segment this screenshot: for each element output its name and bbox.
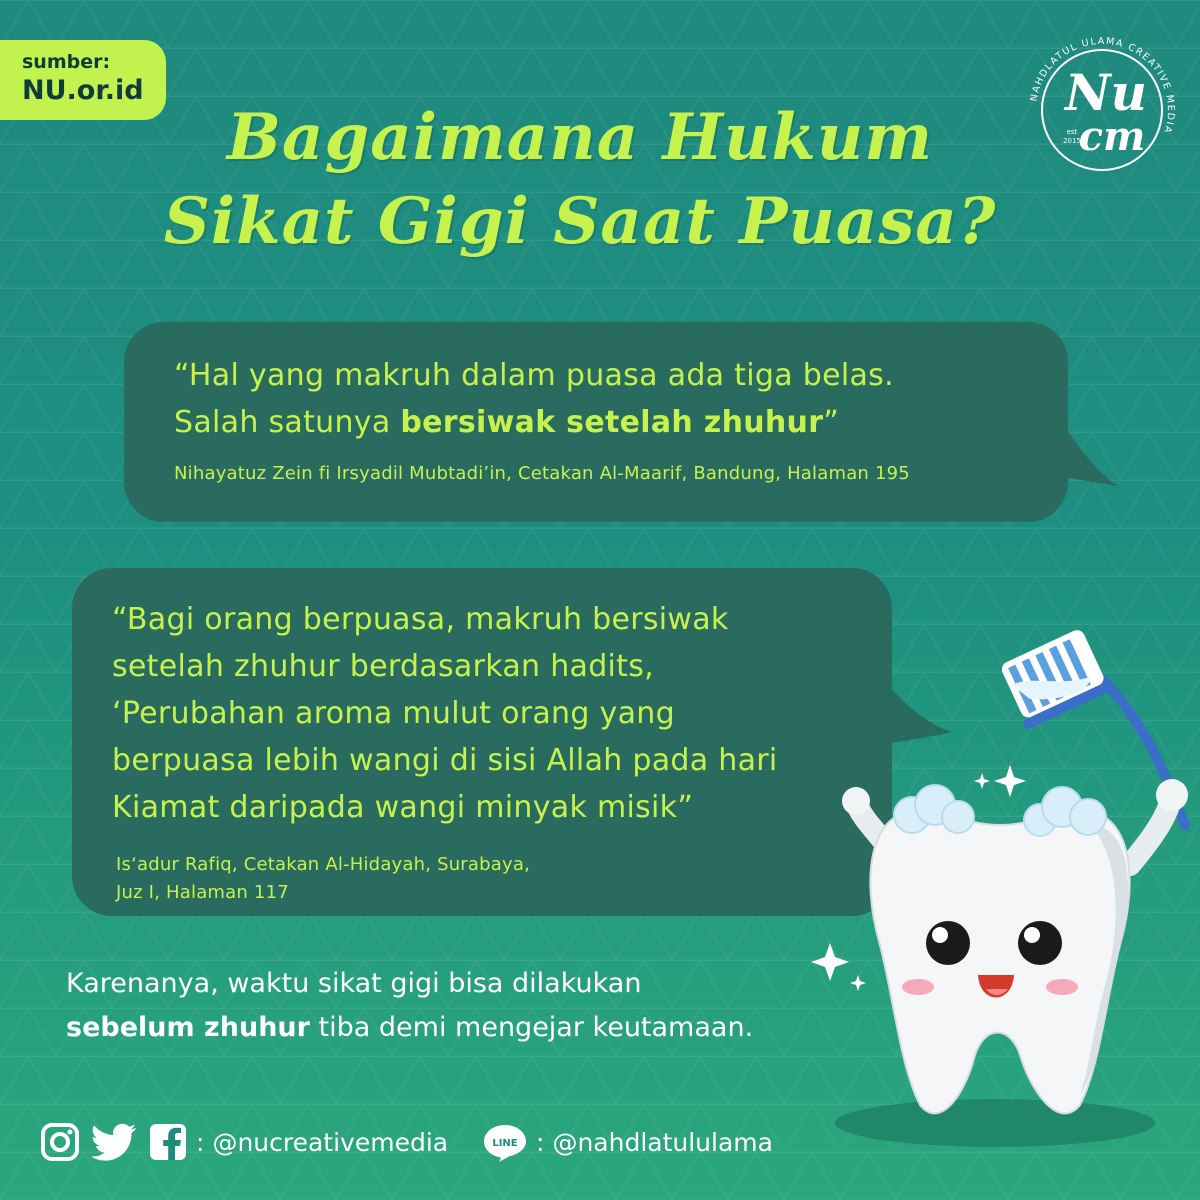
logo-est: est xyxy=(1066,128,1078,136)
quote-1-citation xyxy=(174,460,1028,488)
quote-1-line-2-prefix: Salah satunya xyxy=(174,405,401,440)
bubble-1-tail xyxy=(1060,420,1120,490)
title-line-1: Bagaimana Hukum xyxy=(226,100,934,175)
logo-year: 2015 xyxy=(1063,137,1081,145)
social-separator: : xyxy=(196,1127,205,1157)
facebook-icon[interactable] xyxy=(148,1122,188,1162)
instagram-icon[interactable] xyxy=(40,1122,80,1162)
line-separator: : xyxy=(536,1127,545,1157)
quote-1-text xyxy=(174,352,1028,446)
twitter-icon[interactable] xyxy=(92,1122,138,1162)
quote-bubble-2 xyxy=(72,568,892,916)
quote-1-citation-text: Nihayatuz Zein fi Irsyadil Mubtadi’in, Cetakan Al-Maarif, Bandung, Halaman 195 xyxy=(174,463,910,484)
nucm-logo xyxy=(1022,30,1182,190)
source-site: NU.or.id xyxy=(22,75,144,106)
footer-line xyxy=(482,1120,773,1164)
quote-2-line-1: “Bagi orang berpuasa, makruh bersiwak xyxy=(112,602,729,637)
quote-bubble-1 xyxy=(124,322,1068,522)
conclusion-text xyxy=(66,962,846,1050)
title-line-2: Sikat Gigi Saat Puasa? xyxy=(163,184,997,259)
line-handle[interactable]: @nahdlatululama xyxy=(552,1127,773,1157)
quote-2-text xyxy=(112,596,852,831)
logo-ring-text: NAHDLATUL ULAMA CREATIVE MEDIA xyxy=(1028,35,1177,136)
footer-social xyxy=(40,1120,448,1164)
line-icon-text: LINE xyxy=(492,1138,518,1149)
line-icon[interactable] xyxy=(482,1122,528,1162)
tooth-mascot-illustration xyxy=(800,625,1200,1165)
logo-monogram-top: Nu xyxy=(1064,63,1148,122)
quote-2-line-5: Kiamat daripada wangi minyak misik” xyxy=(112,790,694,825)
quote-2-citation xyxy=(116,851,852,907)
quote-1-line-1: “Hal yang makruh dalam puasa ada tiga belas. xyxy=(174,358,894,393)
quote-2-line-3: ‘Perubahan aroma mulut orang yang xyxy=(112,696,675,731)
quote-1-line-2 xyxy=(174,399,1028,446)
conclusion-line-2 xyxy=(66,1006,846,1050)
page-title xyxy=(140,96,1020,264)
conclusion-line-1: Karenanya, waktu sikat gigi bisa dilakukan xyxy=(66,968,642,999)
conclusion-line-2-rest: tiba demi mengejar keutamaan. xyxy=(309,1012,754,1043)
quote-2-line-4: berpuasa lebih wangi di sisi Allah pada hari xyxy=(112,743,778,778)
social-handle[interactable]: @nucreativemedia xyxy=(212,1127,449,1157)
logo-monogram-bottom: cm xyxy=(1078,113,1146,160)
quote-2-citation-line-2: Juz I, Halaman 117 xyxy=(116,882,289,903)
source-label: sumber: xyxy=(22,51,111,73)
quote-2-line-2: setelah zhuhur berdasarkan hadits, xyxy=(112,649,655,684)
conclusion-highlight: sebelum zhuhur xyxy=(66,1012,310,1043)
quote-1-highlight: bersiwak setelah zhuhur xyxy=(400,405,824,440)
quote-1-line-2-suffix: ” xyxy=(823,405,840,440)
quote-2-citation-line-1: Is‘adur Rafiq, Cetakan Al-Hidayah, Surabaya, xyxy=(116,854,531,875)
